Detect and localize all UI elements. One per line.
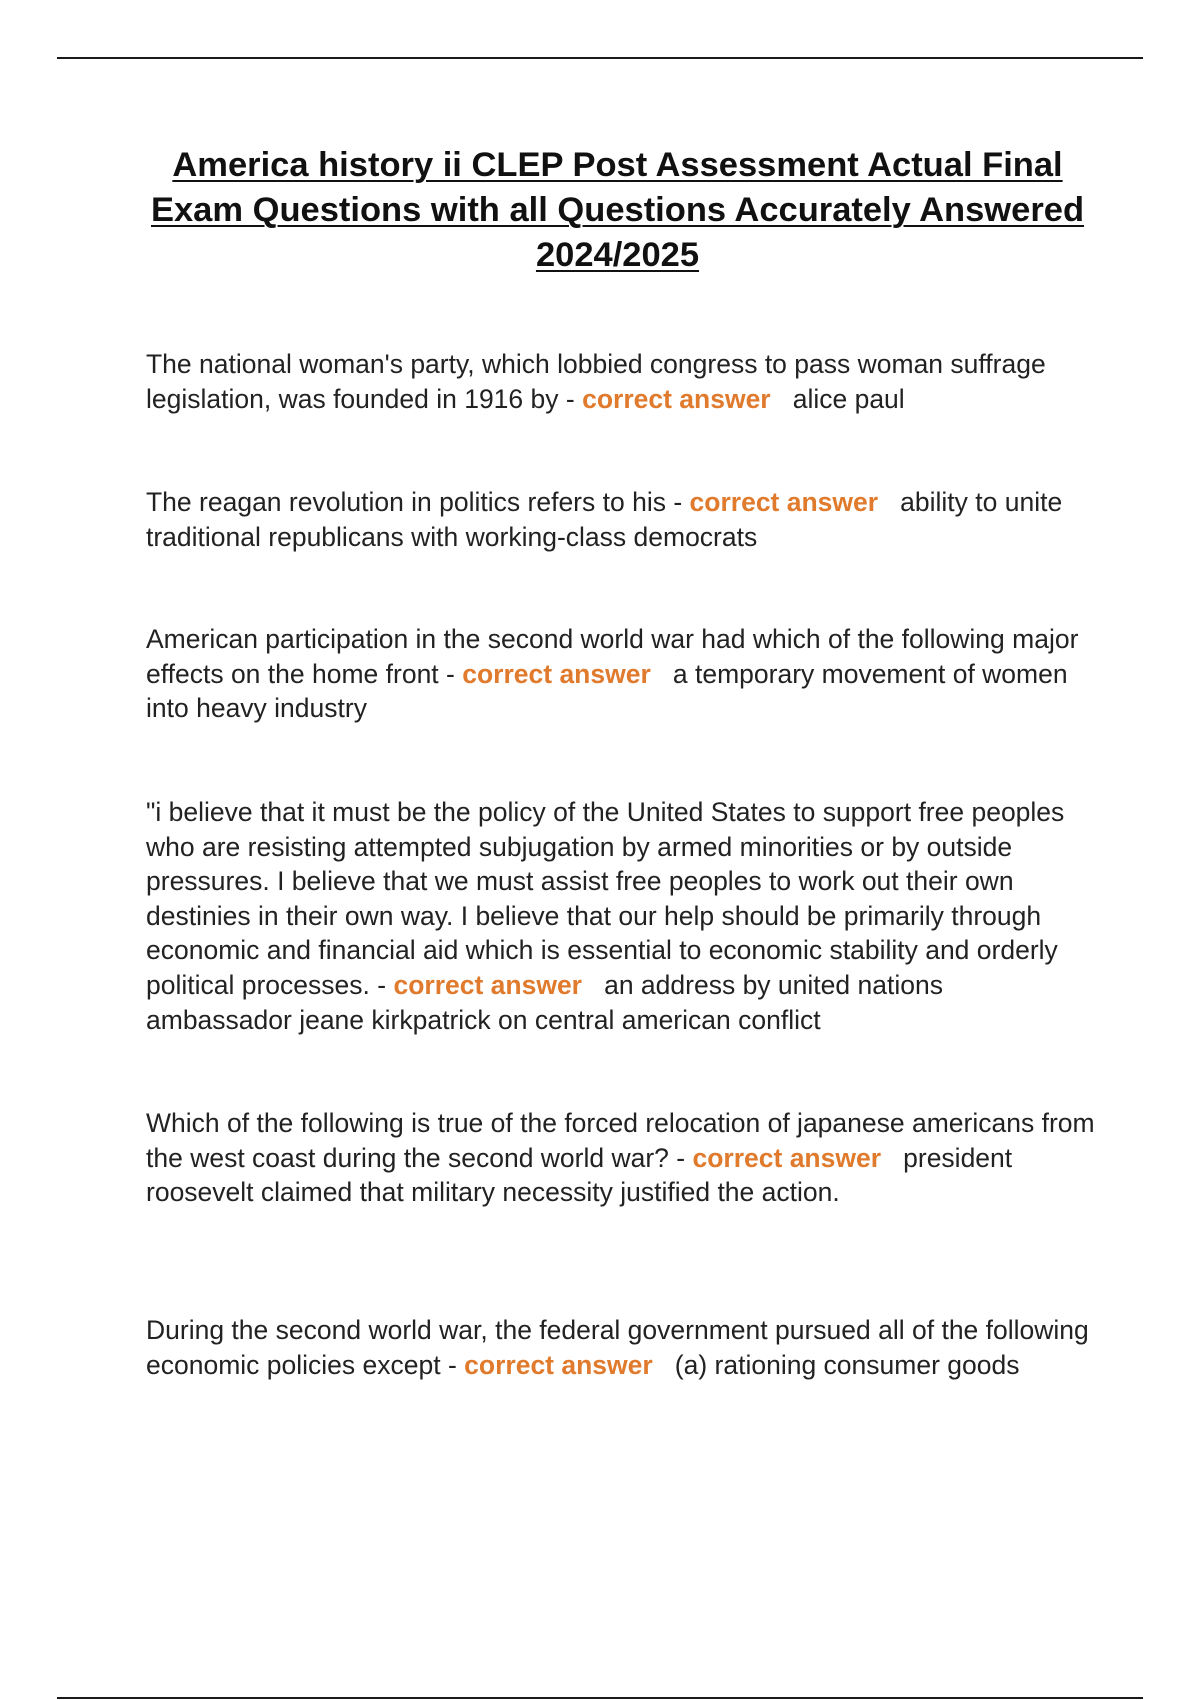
top-rule — [57, 57, 1143, 59]
qa-item — [146, 1106, 1096, 1210]
qa-item — [146, 1313, 1096, 1382]
question-text: During the second world war, the federal government pursued all of the following economic policies except - — [146, 1315, 1089, 1380]
correct-answer-label: correct answer — [393, 969, 582, 1000]
correct-answer-label: correct answer — [689, 487, 879, 517]
qa-item — [146, 347, 1096, 416]
document-title: America history ii CLEP Post Assessment Actual Final Exam Questions with all Questions Accurately Answered 2024/2025 — [150, 146, 1085, 274]
answer-text: alice paul — [792, 383, 905, 414]
answer-text: (a) rationing consumer goods — [674, 1349, 1020, 1380]
answer-text: president roosevelt claimed that military necessity justified the action. — [146, 1142, 1013, 1208]
question-text: The reagan revolution in politics refers to his - — [146, 487, 683, 517]
bottom-rule — [57, 1697, 1143, 1699]
question-text: "i believe that it must be the policy of the United States to support free peoples who are resisting attempted subjugation by armed minorities or by outside pressures. I believe that we must assist free peoples to work out their own destinies in their own way. I believe that our help should be primarily through economic and financial aid which is essential to economic stability and orderly political processes. - — [146, 797, 1065, 1000]
question-text: American participation in the second world war had which of the following major effects on the home front - — [146, 624, 1079, 689]
question-text: Which of the following is true of the forced relocation of japanese americans from the west coast during the second world war? - — [146, 1108, 1095, 1173]
qa-item — [146, 622, 1096, 726]
answer-text: ability to unite traditional republicans with working-class democrats — [146, 487, 1063, 552]
correct-answer-label: correct answer — [692, 1142, 882, 1173]
correct-answer-label: correct answer — [582, 383, 771, 414]
qa-item — [146, 485, 1096, 554]
answer-text: an address by united nations ambassador jeane kirkpatrick on central american conflict — [146, 969, 943, 1035]
correct-answer-label: correct answer — [462, 658, 651, 689]
answer-text: a temporary movement of women into heavy industry — [146, 658, 1068, 724]
correct-answer-label: correct answer — [464, 1349, 653, 1380]
qa-item — [146, 795, 1096, 1037]
question-text: The national woman's party, which lobbied congress to pass woman suffrage legislation, was founded in 1916 by - — [146, 349, 1046, 414]
